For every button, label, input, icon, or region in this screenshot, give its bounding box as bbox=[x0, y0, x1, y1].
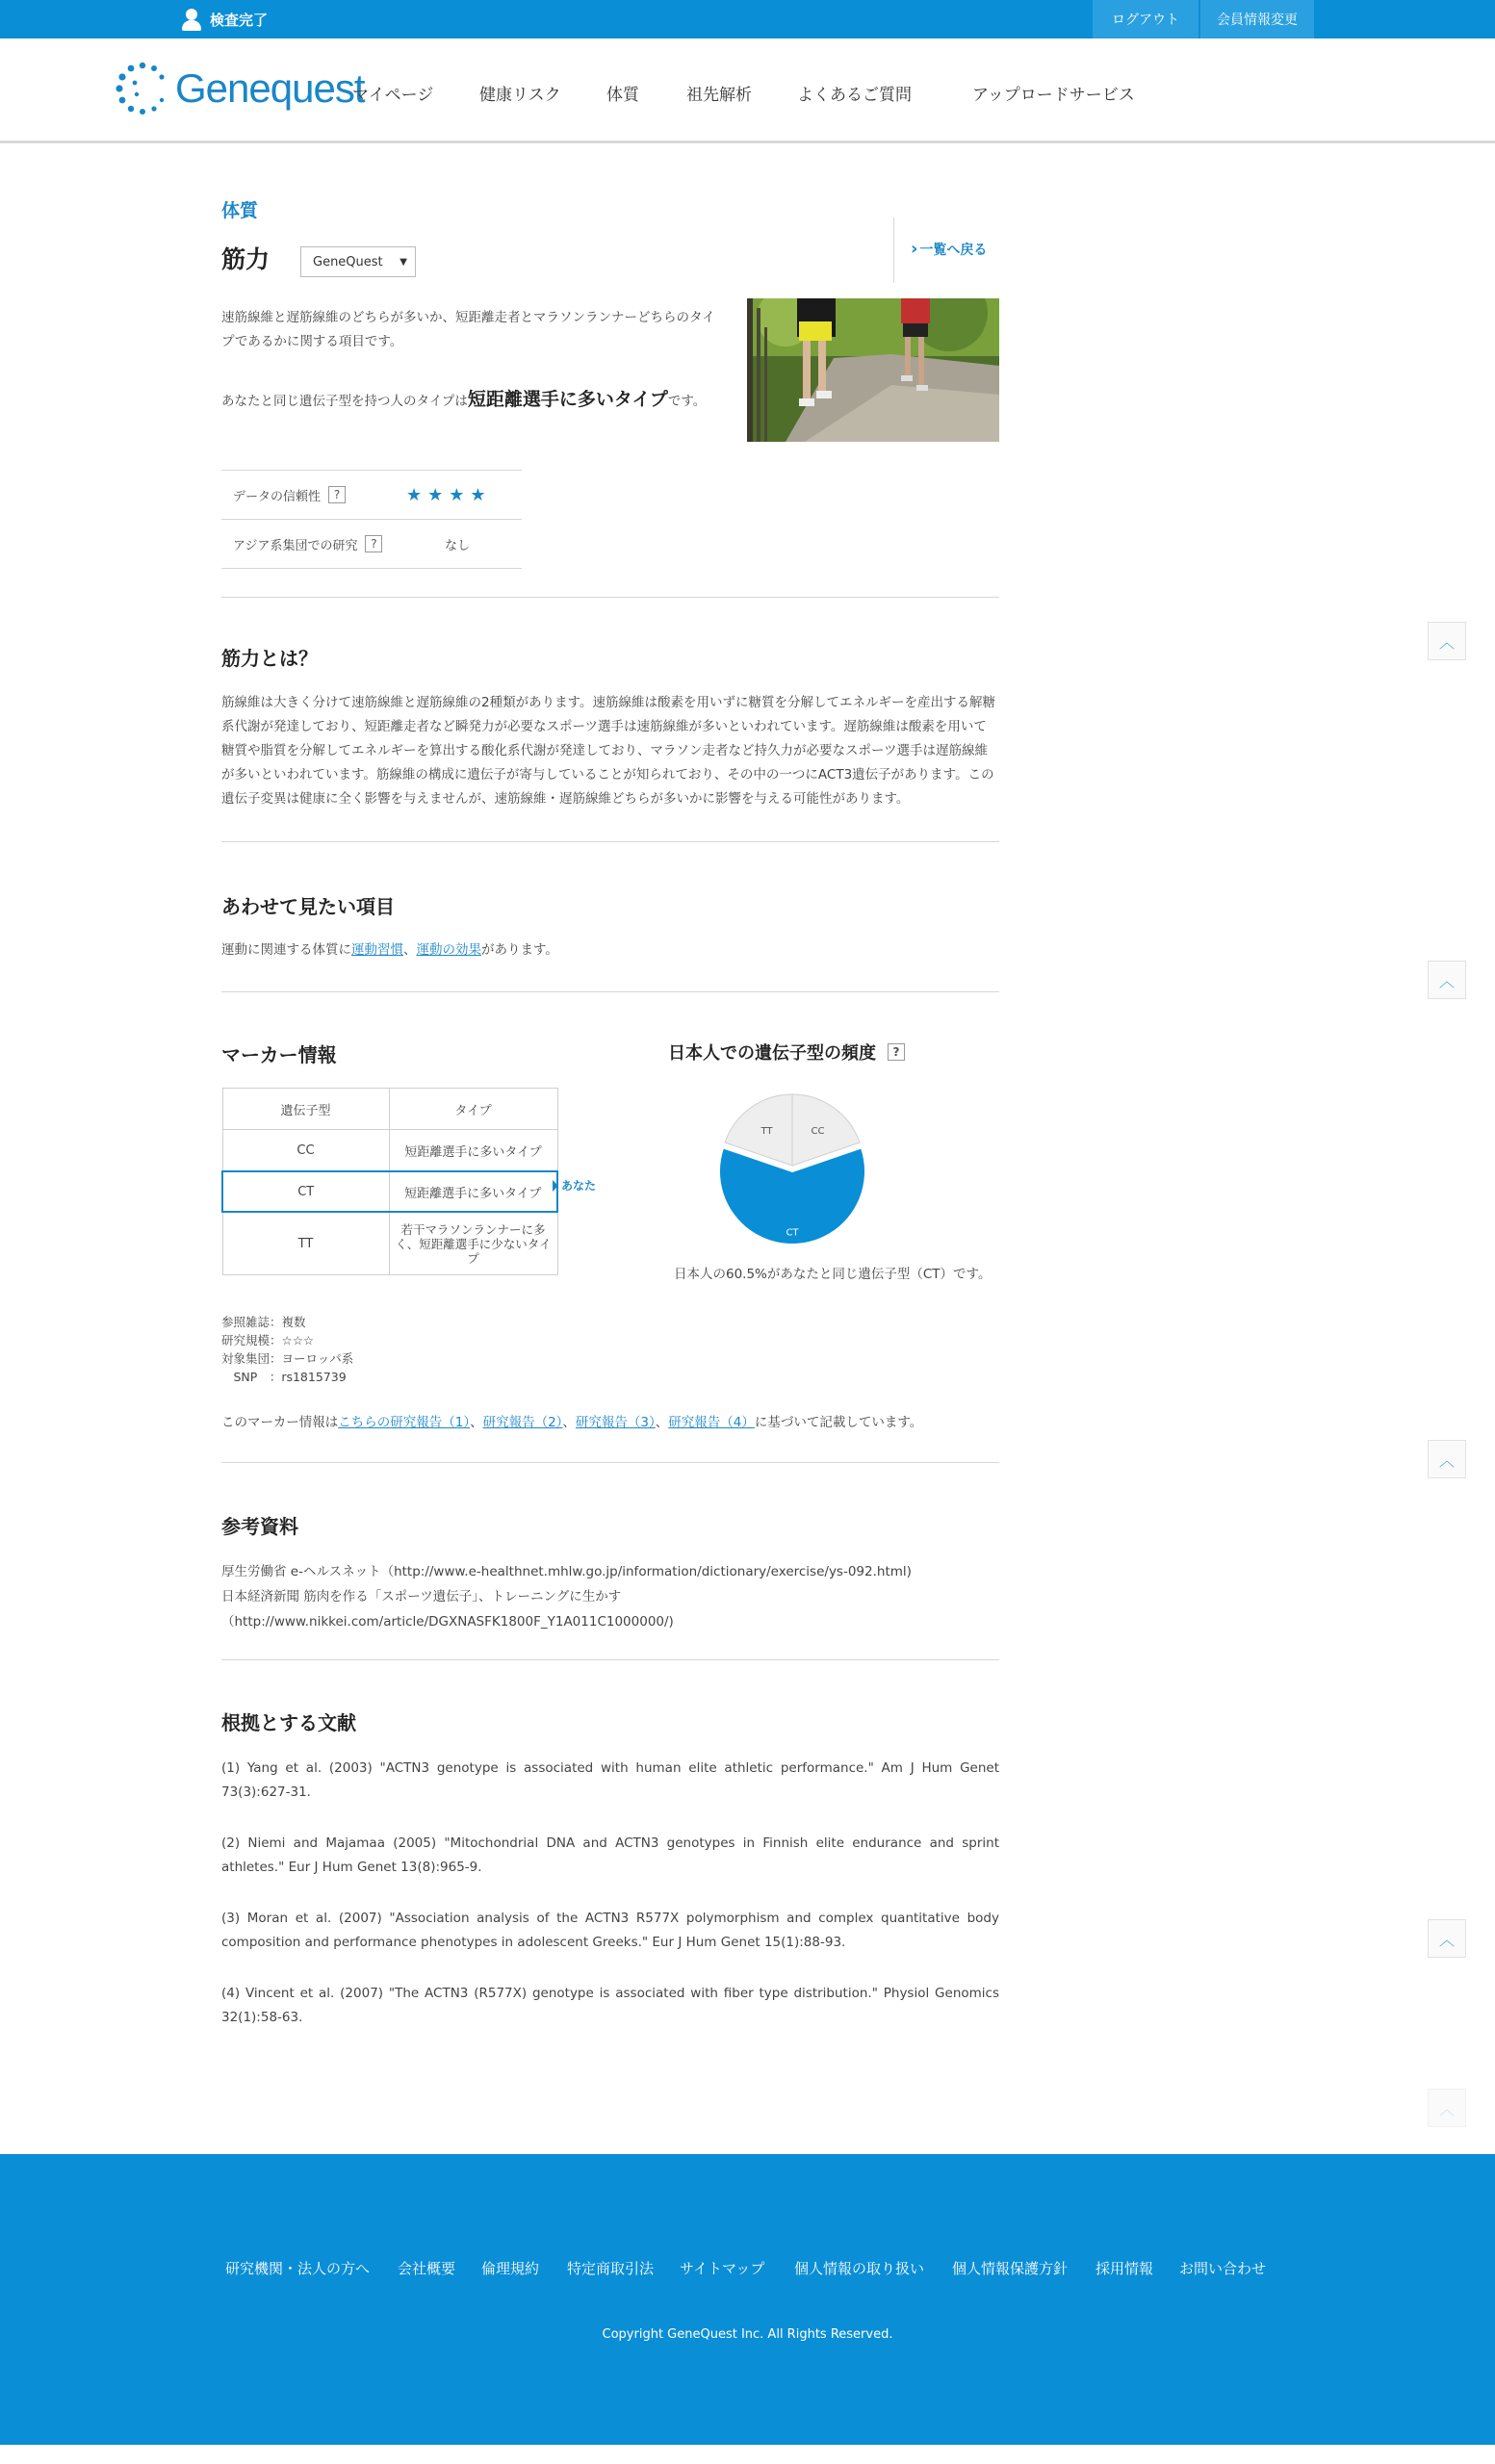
back-to-top-button[interactable] bbox=[1428, 1919, 1466, 1958]
divider bbox=[893, 218, 894, 283]
type-cell: 短距離選手に多いタイプ bbox=[389, 1130, 557, 1172]
pie-label-ct: CT bbox=[786, 1227, 799, 1239]
footer-link-contact[interactable]: お問い合わせ bbox=[1179, 2260, 1267, 2277]
genotype-frequency-pie-chart bbox=[710, 1084, 874, 1247]
reliability-label: データの信頼性 bbox=[233, 489, 322, 504]
type-cell: 短距離選手に多いタイプ bbox=[389, 1171, 557, 1212]
literature-item: (1) Yang et al. (2003) "ACTN3 genotype is associated with human elite athletic performance." Am J Hum Genet 73(3):627-31. bbox=[221, 1760, 999, 1800]
you-marker bbox=[553, 1177, 596, 1194]
page-title: 筋力 bbox=[221, 245, 271, 273]
section-divider bbox=[221, 1659, 999, 1660]
section-divider bbox=[221, 841, 999, 842]
source-link-4[interactable]: 研究報告（4） bbox=[668, 1415, 755, 1430]
section-divider bbox=[221, 991, 999, 992]
references-title: 参考資料 bbox=[221, 1515, 298, 1538]
result-text bbox=[221, 385, 724, 416]
copyright: Copyright GeneQuest Inc. All Rights Reserved. bbox=[602, 2327, 893, 2342]
logo-dots-icon bbox=[116, 62, 169, 116]
section-divider bbox=[221, 597, 999, 598]
result-type: 短距離選手に多いタイプ bbox=[467, 389, 668, 410]
footer-link-ethics[interactable]: 倫理規約 bbox=[481, 2260, 540, 2277]
about-title: 筋力とは？ bbox=[221, 647, 318, 670]
marker-table bbox=[221, 1088, 558, 1275]
pie-label-cc: CC bbox=[811, 1125, 825, 1137]
chevron-down-icon: ▼ bbox=[400, 256, 407, 268]
site-header bbox=[0, 38, 1495, 143]
literature-item: (3) Moran et al. (2007) "Association analysis of the ACTN3 R577X polymorphism and complex quantitative body composition and performance phenotypes in adolescent Greeks." Eur J Hum Genet 15(1):88-93. bbox=[221, 1911, 999, 1950]
pie-label-tt: TT bbox=[760, 1125, 773, 1137]
source-select[interactable] bbox=[300, 246, 416, 277]
back-to-list-link[interactable] bbox=[911, 239, 987, 259]
marker-meta bbox=[221, 1313, 353, 1386]
marker-title: マーカー情報 bbox=[221, 1043, 337, 1066]
header-type: タイプ bbox=[389, 1089, 557, 1130]
site-footer bbox=[0, 2154, 1495, 2445]
literature-item: (4) Vincent et al. (2007) "The ACTN3 (R577X) genotype is associated with fiber type distribution." Physiol Genomics 32(1):58-63. bbox=[221, 1986, 999, 2025]
info-divider-bottom bbox=[221, 568, 522, 569]
source-sep: 、 bbox=[562, 1415, 576, 1430]
source-sep: 、 bbox=[655, 1415, 669, 1430]
chevron-up-icon: ︿ bbox=[1438, 2099, 1455, 2118]
logo[interactable] bbox=[116, 60, 365, 117]
footer-link-commerce[interactable]: 特定商取引法 bbox=[567, 2260, 655, 2277]
footer-link-recruit[interactable]: 採用情報 bbox=[1095, 2260, 1154, 2277]
footer-link-research[interactable]: 研究機関・法人の方へ bbox=[225, 2260, 371, 2277]
related-prefix: 運動に関連する体質に bbox=[221, 942, 351, 958]
nav-upload-service[interactable]: アップロードサービス bbox=[972, 86, 1135, 105]
chevron-up-icon: ︿ bbox=[1438, 1450, 1455, 1470]
footer-link-privacy-policy[interactable]: 個人情報保護方針 bbox=[952, 2260, 1069, 2277]
footer-link-sitemap[interactable]: サイトマップ bbox=[680, 2260, 765, 2277]
reference-item: 日本経済新聞 筋肉を作る「スポーツ遺伝子」、トレーニングに生かす bbox=[221, 1589, 622, 1604]
back-to-top-button[interactable] bbox=[1428, 2089, 1466, 2127]
intro-text: 速筋線維と遅筋線維のどちらが多いか、短距離走者とマラソンランナーどちらのタイプであるかに関する項目です。 bbox=[221, 310, 715, 349]
meta-population: 対象集団：ヨーロッパ系 bbox=[221, 1351, 354, 1366]
related-sep: 、 bbox=[403, 942, 417, 958]
source-suffix: に基づいて記載しています。 bbox=[754, 1415, 923, 1430]
reference-item: （http://www.nikkei.com/article/DGXNASFK1800F_Y1A011C1000000/) bbox=[221, 1614, 674, 1630]
meta-journal: 参照雑誌：複数 bbox=[221, 1315, 306, 1329]
related-link-exercise-habit[interactable]: 運動習慣 bbox=[351, 942, 403, 958]
references-list bbox=[221, 1559, 912, 1634]
nav-health-risk[interactable]: 健康リスク bbox=[479, 86, 561, 105]
source-prefix: このマーカー情報は bbox=[221, 1415, 339, 1430]
chevron-up-icon: ︿ bbox=[1438, 632, 1455, 652]
back-to-top-button[interactable] bbox=[1428, 622, 1466, 660]
marker-source-text bbox=[221, 1411, 999, 1435]
back-to-top-button[interactable] bbox=[1428, 1440, 1466, 1478]
genotype-cell: CC bbox=[222, 1130, 389, 1172]
runner-photo bbox=[747, 298, 999, 442]
logout-button[interactable]: ログアウト bbox=[1093, 0, 1199, 38]
nav-mypage[interactable]: マイページ bbox=[352, 86, 434, 105]
chevron-right-icon: › bbox=[911, 239, 918, 259]
frequency-title: 日本人での遺伝子型の頻度 bbox=[668, 1043, 876, 1064]
about-text: 筋線維は大きく分けて速筋線維と遅筋線維の2種類があります。速筋線維は酸素を用いずに糖質を分解してエネルギーを産出する解糖系代謝が発達しており、短距離走者など瞬発力が必要なスポーツ選手は速筋線維が多いといわれています。遅筋線維は酸素を用いて糖質や脂質を分解してエネルギーを算出する酸化系代謝が発達しており、マラソン走者など持久力が必要なスポーツ選手は遅筋線維が多いといわれています。筋線維の構成に遺伝子が寄与していることが知られており、その中の一つにACT3遺伝子があります。この遺伝子変異は健康に全く影響を与えませんが、速筋線維・遅筋線維どちらが多いかに影響を与える可能性があります。 bbox=[221, 695, 996, 807]
literature-item: (2) Niemi and Majamaa (2005) "Mitochondrial DNA and ACTN3 genotypes in Finnish elite endurance and sprint athletes." Eur J Hum Genet 13(8):965-9. bbox=[221, 1835, 999, 1875]
user-icon bbox=[181, 7, 202, 32]
table-row-highlighted bbox=[222, 1171, 557, 1212]
header-genotype: 遺伝子型 bbox=[222, 1089, 389, 1130]
meta-snp: SNP ：rs1815739 bbox=[221, 1370, 347, 1384]
table-row bbox=[222, 1130, 557, 1172]
frequency-caption: 日本人の60.5%があなたと同じ遺伝子型（CT）です。 bbox=[674, 1267, 992, 1282]
status-indicator bbox=[181, 0, 268, 38]
question-icon[interactable]: ? bbox=[888, 1043, 905, 1061]
genotype-cell: CT bbox=[222, 1171, 389, 1212]
type-cell: 若干マラソンランナーに多く、短距離選手に少ないタイプ bbox=[389, 1212, 557, 1275]
status-label: 検査完了 bbox=[210, 11, 269, 29]
result-suffix: です。 bbox=[667, 394, 707, 409]
member-info-button[interactable]: 会員情報変更 bbox=[1200, 0, 1314, 38]
footer-link-privacy-handling[interactable]: 個人情報の取り扱い bbox=[794, 2260, 925, 2277]
related-text bbox=[221, 938, 999, 962]
category-label: 体質 bbox=[221, 200, 259, 221]
info-row-asian-study bbox=[221, 520, 522, 568]
literature-title: 根拠とする文献 bbox=[221, 1711, 356, 1734]
arrow-right-icon bbox=[553, 1180, 558, 1192]
reference-item: 厚生労働省 e-ヘルスネット（http://www.e-healthnet.mhlw.go.jp/information/dictionary/exercise/ys-092.html) bbox=[221, 1564, 912, 1579]
nav-constitution[interactable]: 体質 bbox=[606, 86, 639, 105]
section-divider bbox=[221, 1462, 999, 1463]
back-to-top-button[interactable] bbox=[1428, 961, 1466, 999]
question-icon[interactable]: ? bbox=[365, 535, 382, 552]
related-link-exercise-effect[interactable]: 運動の効果 bbox=[416, 942, 481, 958]
nav-faq[interactable]: よくあるご質問 bbox=[797, 86, 912, 105]
info-row-reliability bbox=[221, 471, 522, 519]
source-link-1[interactable]: こちらの研究報告（1） bbox=[338, 1415, 471, 1430]
table-header-row bbox=[222, 1089, 557, 1130]
frequency-title-wrap bbox=[668, 1040, 905, 1065]
logo-text: Genequest bbox=[175, 65, 365, 111]
chevron-up-icon: ︿ bbox=[1438, 971, 1455, 990]
footer-link-company[interactable]: 会社概要 bbox=[398, 2260, 456, 2277]
asian-study-label: アジア系集団での研究 bbox=[233, 538, 358, 553]
chevron-up-icon: ︿ bbox=[1438, 1930, 1455, 1949]
nav-ancestry[interactable]: 祖先解析 bbox=[686, 86, 752, 105]
source-link-2[interactable]: 研究報告（2） bbox=[482, 1415, 563, 1430]
question-icon[interactable]: ? bbox=[328, 486, 346, 503]
source-select-value: GeneQuest bbox=[313, 254, 383, 270]
related-suffix: があります。 bbox=[481, 942, 558, 958]
related-title: あわせて見たい項目 bbox=[221, 895, 395, 918]
back-link-label: 一覧へ戻る bbox=[919, 242, 988, 258]
source-sep: 、 bbox=[470, 1415, 483, 1430]
result-prefix: あなたと同じ遺伝子型を持つ人のタイプは bbox=[221, 394, 468, 409]
you-label: あなた bbox=[561, 1179, 597, 1193]
asian-study-value: なし bbox=[445, 538, 471, 553]
table-row bbox=[222, 1212, 557, 1275]
genotype-cell: TT bbox=[222, 1212, 389, 1275]
source-link-3[interactable]: 研究報告（3） bbox=[575, 1415, 656, 1430]
top-bar bbox=[0, 0, 1495, 38]
meta-scale: 研究規模：☆☆☆ bbox=[221, 1333, 315, 1348]
reliability-stars: ★★★★ bbox=[406, 484, 492, 505]
